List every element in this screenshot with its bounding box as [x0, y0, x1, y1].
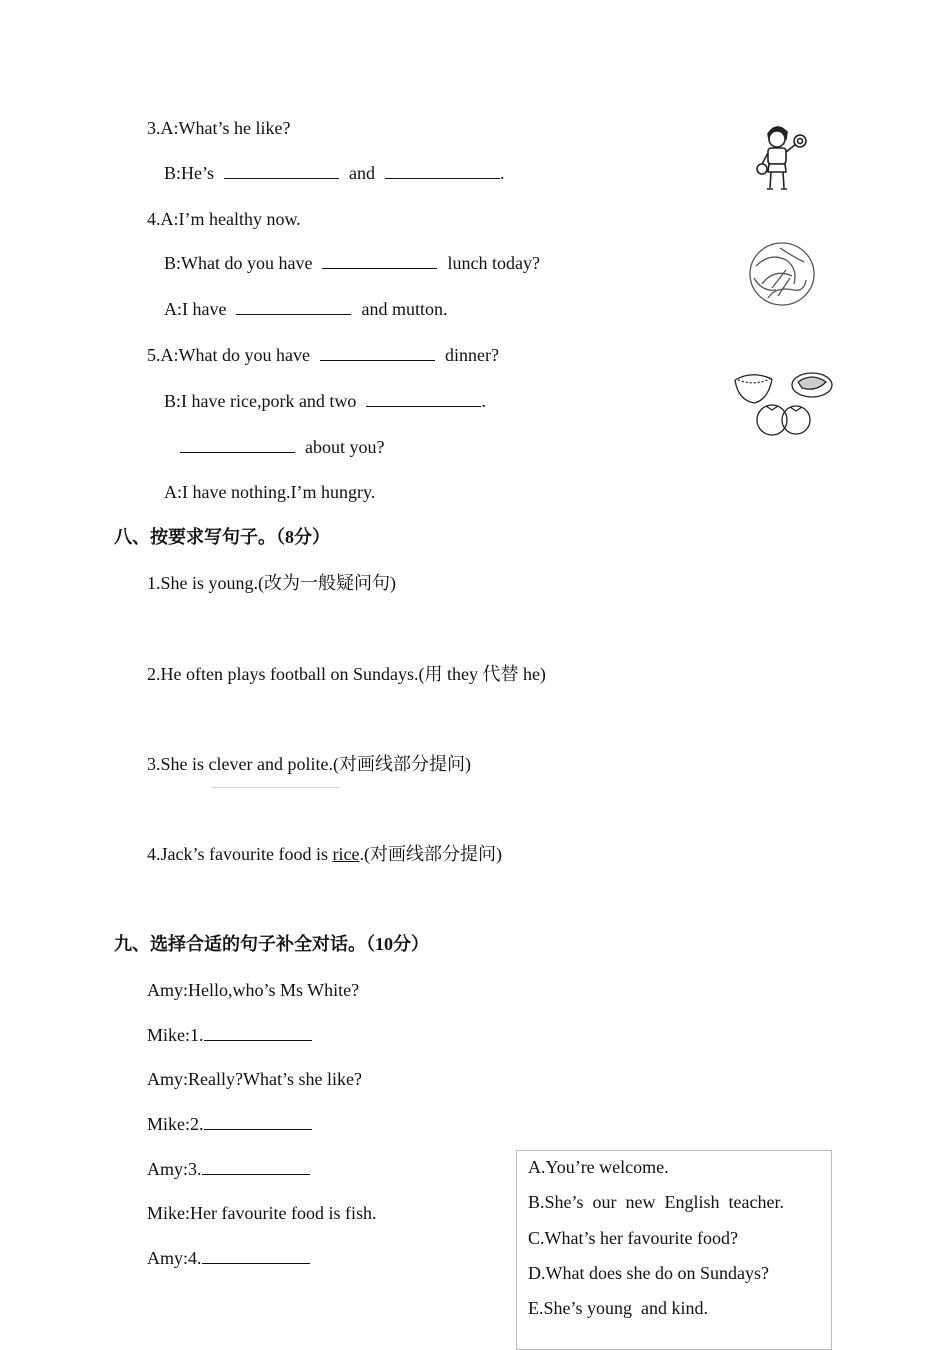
option-d: D.What does she do on Sundays? — [528, 1263, 769, 1283]
answer-blank[interactable] — [322, 252, 437, 269]
option-b: B.She’s our new English teacher. — [528, 1192, 784, 1212]
q5-reply: A:I have nothing.I’m hungry. — [164, 482, 376, 502]
q5-followup: about you? — [180, 436, 384, 458]
section9-heading: 九、选择合适的句子补全对话。（10分） — [114, 934, 429, 954]
answer-blank[interactable] — [366, 390, 481, 407]
option-e: E.She’s young and kind. — [528, 1298, 708, 1318]
options-box — [516, 1150, 832, 1350]
boy-dumbbell-picture — [752, 122, 812, 194]
section8-heading: 八、按要求写句子。（8分） — [114, 527, 330, 547]
q5-answer: B:I have rice,pork and two . — [164, 391, 486, 411]
answer-blank[interactable] — [224, 162, 339, 179]
rewrite-item-4: 4.Jack’s favourite food is rice.(对画线部分提问) — [147, 844, 502, 864]
rewrite-item-1: 1.She is young.(改为一般疑问句) — [147, 573, 396, 593]
answer-blank[interactable] — [202, 1158, 310, 1175]
rewrite-item-3: 3.She is clever and polite.(对画线部分提问) — [147, 754, 471, 774]
answer-blank[interactable] — [320, 344, 435, 361]
q3-answer: B:He’s and . — [164, 163, 505, 183]
q4-statement: 4.A:I’m healthy now. — [147, 209, 301, 229]
cabbage-picture — [746, 240, 818, 308]
dialogue-line: Amy:Really?What’s she like? — [147, 1069, 362, 1089]
q5-question: 5.A:What do you have dinner? — [147, 345, 499, 365]
food-picture — [732, 366, 834, 440]
answer-blank[interactable] — [204, 1113, 312, 1130]
divider — [212, 787, 339, 788]
underlined-word: rice — [332, 844, 360, 864]
dialogue-line: Mike:Her favourite food is fish. — [147, 1203, 377, 1223]
option-c: C.What’s her favourite food? — [528, 1228, 738, 1248]
dialogue-line: Amy:4. — [147, 1247, 310, 1269]
answer-blank[interactable] — [385, 162, 500, 179]
answer-blank[interactable] — [180, 436, 295, 453]
q4-question: B:What do you have lunch today? — [164, 253, 540, 273]
q3-question: 3.A:What’s he like? — [147, 118, 291, 138]
answer-blank[interactable] — [204, 1024, 312, 1041]
dialogue-line: Amy:3. — [147, 1158, 310, 1180]
option-a: A.You’re welcome. — [528, 1157, 669, 1177]
rewrite-item-2: 2.He often plays football on Sundays.(用 they 代替 he) — [147, 664, 546, 684]
q4-answer: A:I have and mutton. — [164, 299, 448, 319]
answer-blank[interactable] — [202, 1247, 310, 1264]
dialogue-line: Mike:1. — [147, 1024, 312, 1046]
dialogue-line: Mike:2. — [147, 1113, 312, 1135]
dialogue-line: Amy:Hello,who’s Ms White? — [147, 980, 360, 1000]
answer-blank[interactable] — [236, 298, 351, 315]
